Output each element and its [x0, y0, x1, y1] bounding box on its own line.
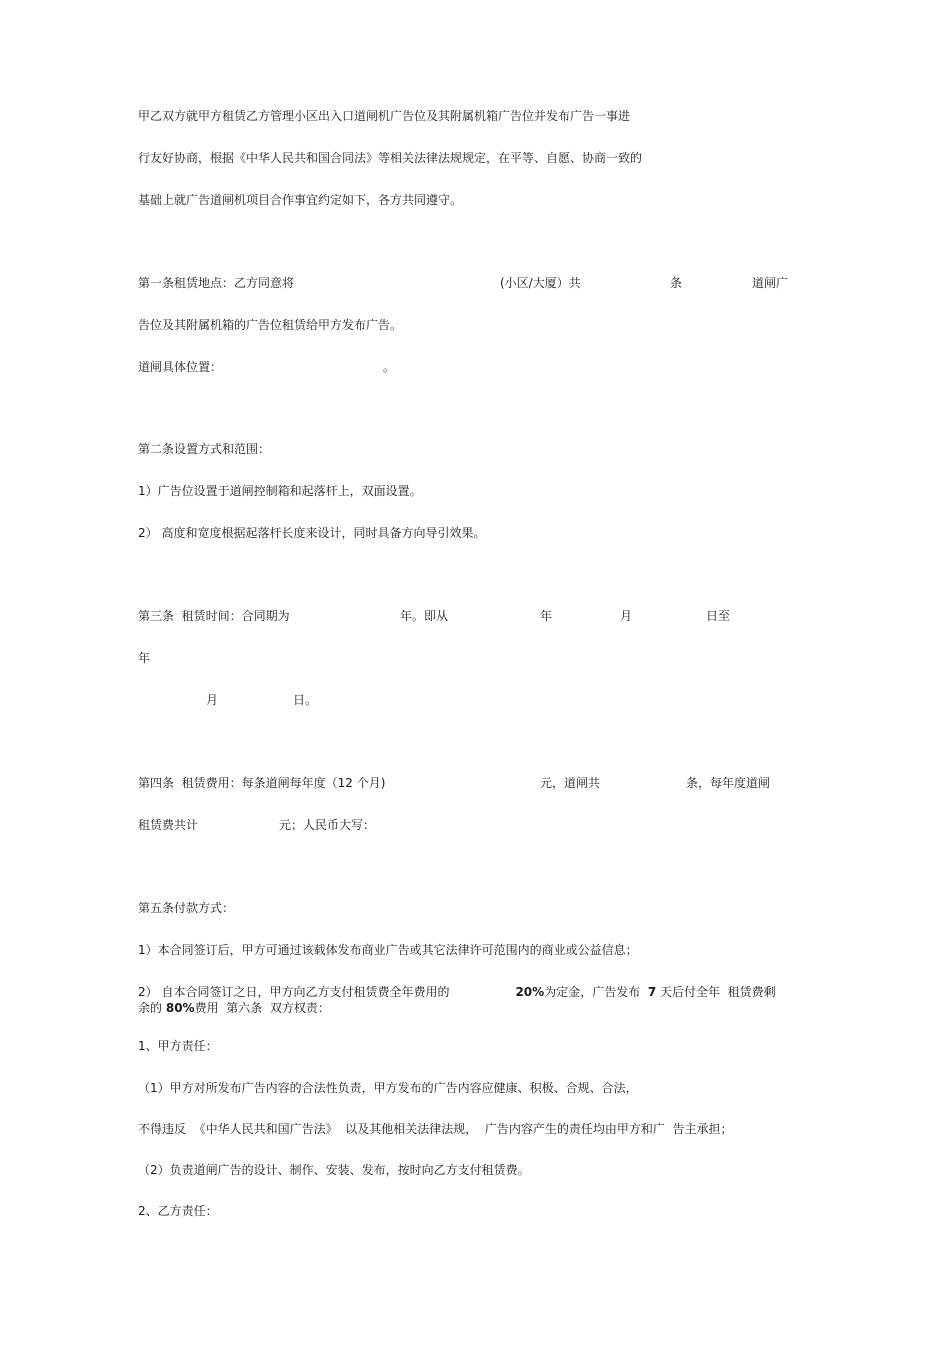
item-2-text-a: 2） 自本合同签订之日，甲方向乙方支付租赁费全年费用的 — [138, 985, 450, 999]
article-3-start-year: 年 — [540, 609, 553, 623]
intro-line-1: 甲乙双方就甲方租赁乙方管理小区出入口道闸机广告位及其附属机箱广告位并发布广告一事进 — [138, 109, 631, 123]
article-5-item-2-cont — [138, 1000, 330, 1016]
party-b-heading: 2、乙方责任： — [138, 1204, 218, 1218]
item-2-text-h: 费用 第六条 双方权责： — [194, 1001, 330, 1015]
gate-position-end: 。 — [383, 360, 396, 374]
article-1-gate-ad: 道闸广 — [752, 276, 789, 290]
article-5-item-2 — [138, 984, 776, 1000]
article-1-line-2: 告位及其附属机箱的广告位租赁给甲方发布广告。 — [138, 318, 403, 332]
article-2-heading: 第二条设置方式和范围： — [138, 442, 271, 456]
party-a-item-1: （1）甲方对所发布广告内容的合法性负责，甲方发布的广告内容应健康、积极、合规、合法， — [138, 1081, 638, 1095]
article-4-yuan: 元，道闸共 — [540, 776, 601, 790]
party-a-item-2: （2）负责道闸广告的设计、制作、安装、发布，按时向乙方支付租赁费。 — [138, 1163, 530, 1177]
intro-line-3: 基础上就广告道闸机项目合作事宜约定如下，各方共同遵守。 — [138, 193, 463, 207]
item-2-text-f: 余的 — [138, 1001, 163, 1015]
article-4-per-year: 条，每年度道闸 — [686, 776, 771, 790]
deposit-percent: 20% — [515, 985, 545, 999]
article-1-count-unit: 条 — [670, 276, 683, 290]
remaining-percent: 80% — [165, 1001, 195, 1015]
party-a-item-1-cont: 不得违反 《中华人民共和国广告法》 以及其他相关法律法规， 广告内容产生的责任均由甲方和广 告主承担； — [138, 1122, 733, 1136]
article-1-heading: 第一条租赁地点：乙方同意将 — [138, 276, 295, 290]
article-4-heading: 第四条 租赁费用：每条道闸每年度（12 个月) — [138, 776, 386, 790]
article-3-years: 年。即从 — [400, 609, 449, 623]
days-number: 7 — [647, 985, 657, 999]
article-4-rmb-uppercase: 元；人民币大写： — [279, 818, 376, 832]
article-4-total: 租赁费共计 — [138, 818, 199, 832]
article-5-item-1: 1）本合同签订后，甲方可通过该载体发布商业广告或其它法律许可范围内的商业或公益信息； — [138, 943, 638, 957]
article-3-end-month: 月 — [206, 693, 219, 707]
article-3-start-day: 日至 — [706, 609, 731, 623]
article-3-end-year: 年 — [138, 651, 151, 665]
party-a-heading: 1、甲方责任： — [138, 1039, 218, 1053]
intro-line-2: 行友好协商，根据《中华人民共和国合同法》等相关法律法规规定，在平等、自愿、协商一致的 — [138, 151, 643, 165]
article-1-community: (小区/大厦）共 — [500, 276, 581, 290]
gate-position-label: 道闸具体位置： — [138, 360, 223, 374]
article-3-heading: 第三条 租赁时间：合同期为 — [138, 609, 290, 623]
item-2-text-c: 为定金，广告发布 — [544, 985, 641, 999]
article-2-item-1: 1）广告位设置于道闸控制箱和起落杆上，双面设置。 — [138, 484, 422, 498]
article-2-item-2: 2） 高度和宽度根据起落杆长度来设计，同时具备方向导引效果。 — [138, 526, 486, 540]
article-5-heading: 第五条付款方式： — [138, 901, 235, 915]
item-2-text-e: 天后付全年 租赁费剩 — [660, 985, 776, 999]
article-3-start-month: 月 — [620, 609, 633, 623]
article-3-end-day: 日。 — [293, 693, 318, 707]
